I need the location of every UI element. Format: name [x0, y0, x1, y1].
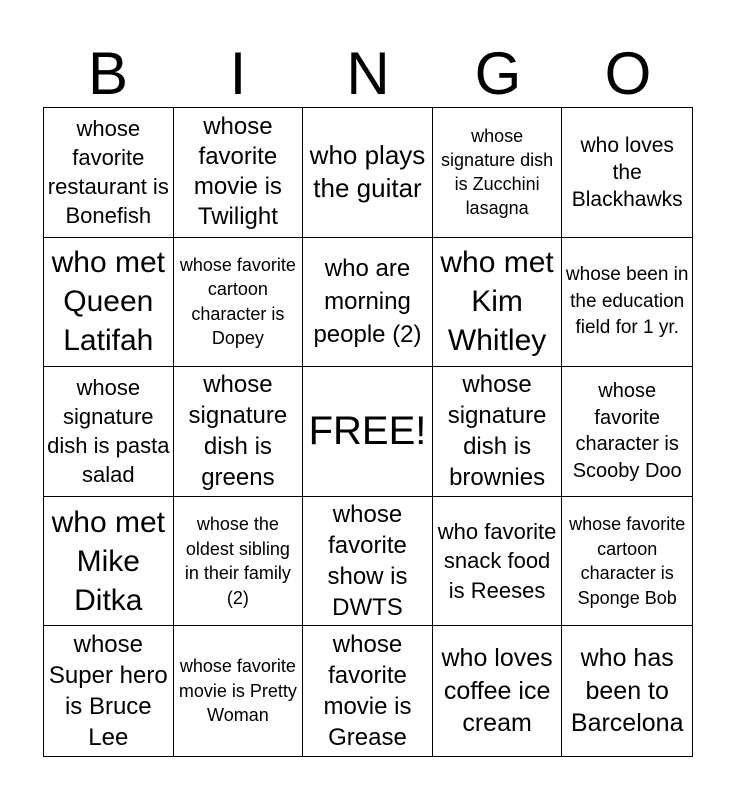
cell-text: who favorite snack food is Reeses — [437, 518, 557, 603]
cell-text: who met Kim Whitley — [440, 246, 554, 358]
bingo-cell — [174, 367, 304, 497]
header-letter-b: B — [87, 40, 129, 107]
header-letter-o: O — [604, 40, 652, 107]
bingo-cell — [303, 238, 433, 368]
bingo-cell — [174, 238, 304, 368]
bingo-cell — [562, 626, 692, 756]
bingo-cell — [44, 626, 174, 756]
cell-text: whose Super hero is Bruce Lee — [48, 631, 168, 752]
header-letter-n: N — [346, 40, 390, 107]
header-letter-g: G — [474, 40, 522, 107]
bingo-cell — [303, 497, 433, 627]
cell-text: whose been in the education field for 1 yr. — [565, 264, 689, 339]
bingo-cell — [44, 367, 174, 497]
cell-text: whose favorite restaurant is Bonefish — [47, 116, 169, 229]
bingo-cell — [433, 238, 563, 368]
cell-text: who loves coffee ice cream — [441, 644, 553, 738]
cell-text: whose favorite movie is Twilight — [193, 113, 282, 231]
cell-text: who met Mike Ditka — [51, 505, 165, 617]
bingo-cell — [303, 626, 433, 756]
cell-text: whose signature dish is Zucchini lasagna — [441, 126, 554, 219]
cell-text: who has been to Barcelona — [570, 644, 684, 738]
cell-text: whose favorite character is Scooby Doo — [572, 380, 682, 482]
bingo-cell — [174, 108, 304, 238]
cell-text: whose favorite movie is Pretty Woman — [178, 656, 297, 726]
bingo-cell — [433, 626, 563, 756]
bingo-free-cell — [303, 367, 433, 497]
bingo-cell — [44, 108, 174, 238]
bingo-cell — [562, 367, 692, 497]
cell-text: whose favorite cartoon character is Sponge Bob — [569, 514, 686, 608]
bingo-cell — [433, 108, 563, 238]
cell-text: whose signature dish is pasta salad — [47, 375, 170, 488]
cell-text: who plays the guitar — [309, 140, 426, 204]
cell-text: who are morning people (2) — [313, 255, 422, 349]
cell-text: whose favorite show is DWTS — [327, 501, 408, 622]
cell-text: who loves the Blackhawks — [571, 133, 683, 211]
bingo-cell — [303, 108, 433, 238]
bingo-cell — [44, 497, 174, 627]
cell-text: who met Queen Latifah — [51, 246, 165, 358]
cell-text: whose signature dish is greens — [188, 371, 288, 492]
bingo-cell — [562, 497, 692, 627]
cell-text: whose the oldest sibling in their family (2) — [184, 514, 291, 608]
bingo-cell — [433, 367, 563, 497]
cell-text: whose favorite cartoon character is Dopey — [179, 254, 296, 349]
bingo-header — [43, 40, 693, 108]
bingo-cell — [44, 238, 174, 368]
bingo-cell — [562, 238, 692, 368]
cell-text: whose signature dish is brownies — [447, 371, 547, 492]
bingo-cell — [562, 108, 692, 238]
bingo-cell — [174, 626, 304, 756]
cell-text: whose favorite movie is Grease — [323, 631, 412, 752]
bingo-cell — [433, 497, 563, 627]
header-letter-i: I — [229, 40, 247, 107]
bingo-board — [43, 107, 693, 757]
bingo-cell — [174, 497, 304, 627]
free-space-label: FREE! — [308, 409, 427, 454]
